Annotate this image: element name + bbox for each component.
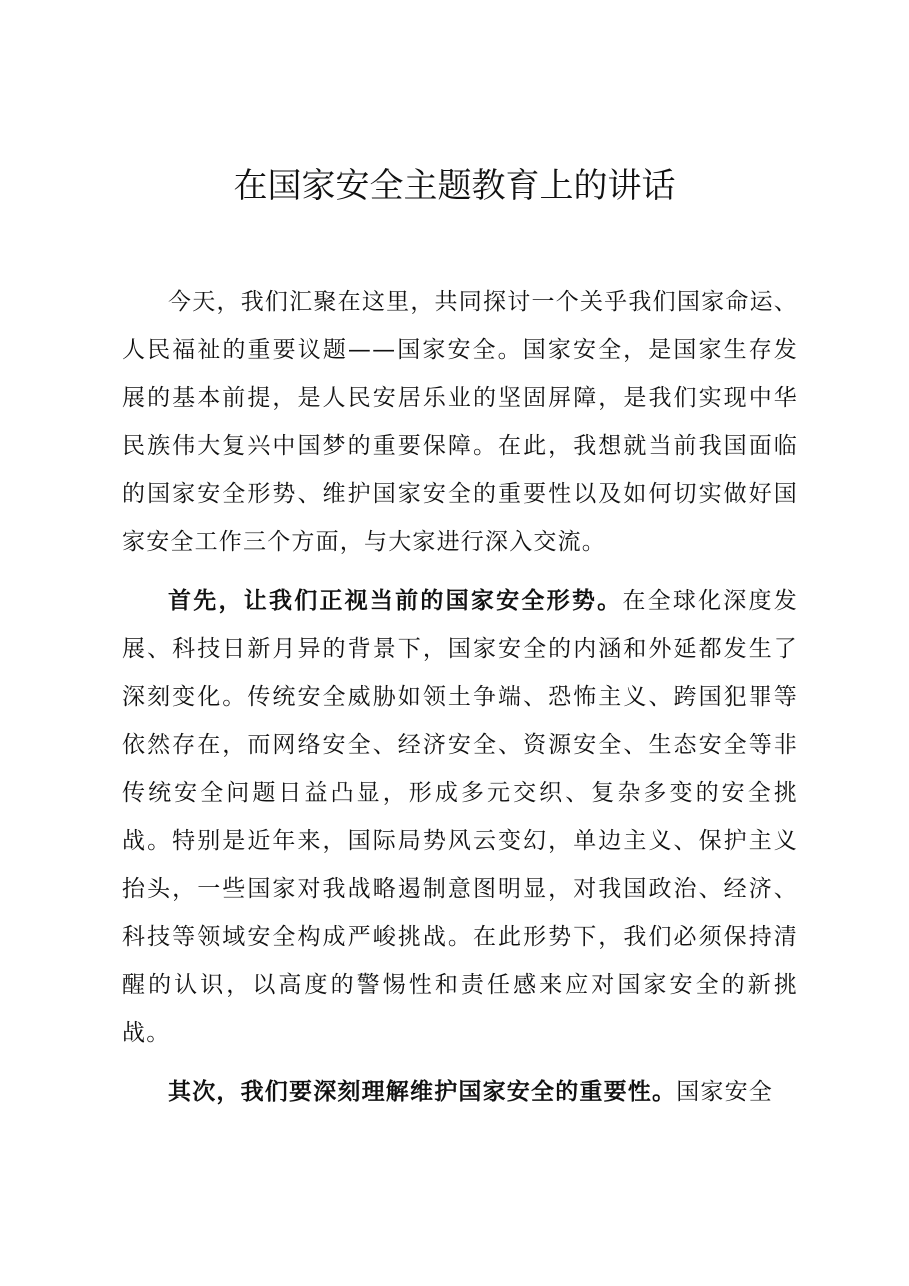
paragraph-first-point — [122, 577, 798, 1057]
paragraph-intro — [122, 278, 798, 566]
paragraph-second-point — [122, 1068, 798, 1116]
document-title: 在国家安全主题教育上的讲话 — [233, 166, 676, 206]
paragraph-lead: 首先，让我们正视当前的国家安全形势。 — [168, 588, 623, 614]
paragraph-text: 国家安全 — [676, 1079, 774, 1105]
paragraph-text: 今天，我们汇聚在这里，共同探讨一个关乎我们国家命运、人民福祉的重要议题——国家安全。国家安全，是国家生存发展的基本前提，是人民安居乐业的坚固屏障，是我们实现中华民族伟大复兴中国梦的重要保障。在此，我想就当前我国面临的国家安全形势、维护国家安全的重要性以及如何切实做好国家安全工作三个方面，与大家进行深入交流。 — [122, 289, 798, 555]
paragraph-lead: 其次，我们要深刻理解维护国家安全的重要性。 — [168, 1079, 677, 1105]
document-body — [122, 278, 798, 1127]
paragraph-text: 在全球化深度发展、科技日新月异的背景下，国家安全的内涵和外延都发生了深刻变化。传统安全威胁如领土争端、恐怖主义、跨国犯罪等依然存在，而网络安全、经济安全、资源安全、生态安全等非传统安全问题日益凸显，形成多元交织、复杂多变的安全挑战。特别是近年来，国际局势风云变幻，单边主义、保护主义抬头，一些国家对我战略遏制意图明显，对我国政治、经济、科技等领域安全构成严峻挑战。在此形势下，我们必须保持清醒的认识，以高度的警惕性和责任感来应对国家安全的新挑战。 — [122, 588, 798, 1046]
